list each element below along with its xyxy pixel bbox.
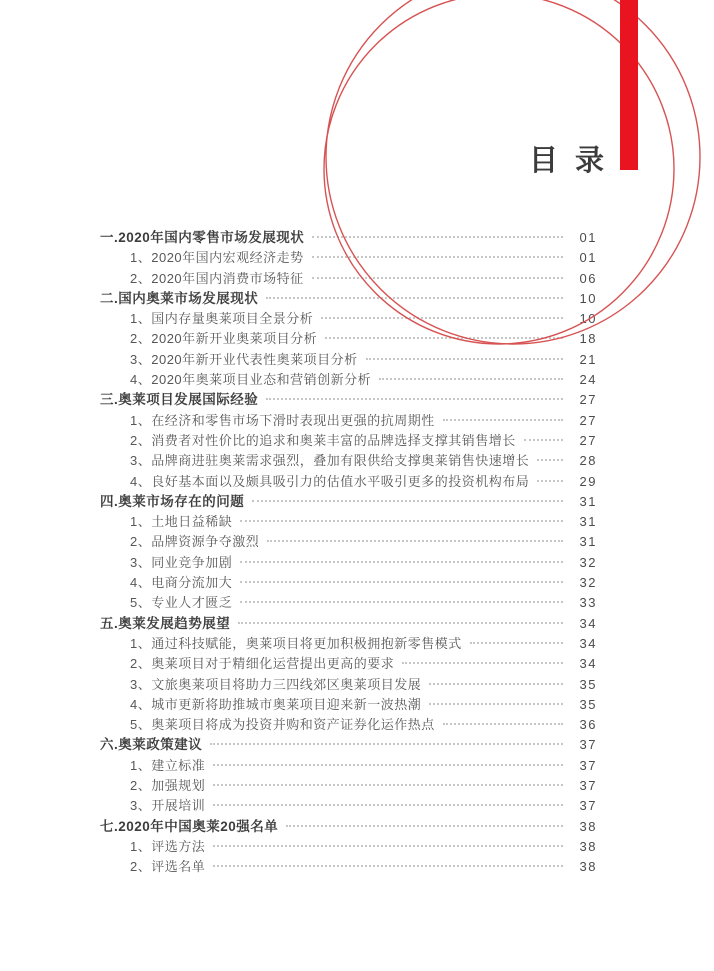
toc-leader-dots	[213, 845, 563, 847]
toc-leader-dots	[266, 297, 563, 299]
toc-row	[100, 269, 597, 289]
toc-leader-dots	[213, 865, 563, 867]
toc-page-number: 01	[579, 250, 597, 266]
toc-leader-dots	[267, 540, 563, 542]
toc-page-number: 32	[579, 554, 597, 570]
toc-page-number: 31	[579, 534, 597, 550]
toc-page-number: 24	[579, 372, 597, 388]
toc-row	[100, 512, 597, 532]
toc-page-number: 27	[579, 412, 597, 428]
toc-entry-label: 六.奥莱政策建议	[100, 737, 203, 753]
toc-leader-dots	[240, 601, 563, 603]
toc-row	[100, 695, 597, 715]
toc-page-number: 38	[579, 859, 597, 875]
toc-leader-dots	[429, 683, 563, 685]
toc-row	[100, 228, 597, 248]
toc-row	[100, 553, 597, 573]
toc-page-number: 33	[579, 595, 597, 611]
toc-entry-label: 3、2020年新开业代表性奥莱项目分析	[130, 351, 358, 367]
toc-leader-dots	[312, 277, 563, 279]
toc-entry-label: 二.国内奥莱市场发展现状	[100, 290, 259, 306]
toc-leader-dots	[443, 723, 563, 725]
toc-leader-dots	[537, 480, 563, 482]
toc-page-number: 38	[579, 838, 597, 854]
toc-entry-label: 5、奥莱项目将成为投资并购和资产证券化运作热点	[130, 717, 435, 733]
toc-leader-dots	[240, 561, 563, 563]
toc-leader-dots	[266, 398, 563, 400]
toc-leader-dots	[366, 358, 563, 360]
toc-entry-label: 七.2020年中国奥莱20强名单	[100, 818, 279, 834]
toc-page-number: 31	[579, 514, 597, 530]
toc-row	[100, 411, 597, 431]
page-title: 目 录	[529, 145, 606, 177]
toc-page-number: 27	[579, 392, 597, 408]
toc-leader-dots	[325, 337, 563, 339]
toc-entry-label: 2、2020年国内消费市场特征	[130, 270, 304, 286]
toc-row	[100, 350, 597, 370]
toc-entry-label: 5、专业人才匮乏	[130, 595, 233, 611]
toc-page-number: 21	[579, 351, 597, 367]
toc-page-number: 36	[579, 717, 597, 733]
toc-leader-dots	[238, 622, 563, 624]
toc-row	[100, 796, 597, 816]
toc-leader-dots	[537, 459, 563, 461]
toc-page-number: 27	[579, 432, 597, 448]
toc-leader-dots	[312, 256, 563, 258]
toc-entry-label: 4、良好基本面以及颇具吸引力的估值水平吸引更多的投资机构布局	[130, 473, 530, 489]
toc-row	[100, 675, 597, 695]
toc-row	[100, 451, 597, 471]
toc-entry-label: 1、土地日益稀缺	[130, 514, 233, 530]
toc-page-number: 34	[579, 615, 597, 631]
toc-row	[100, 370, 597, 390]
toc-entry-label: 三.奥莱项目发展国际经验	[100, 392, 259, 408]
toc-entry-label: 2、奥莱项目对于精细化运营提出更高的要求	[130, 656, 395, 672]
toc-entry-label: 3、同业竞争加剧	[130, 554, 233, 570]
toc-page-number: 06	[579, 270, 597, 286]
toc-row	[100, 309, 597, 329]
toc-row	[100, 614, 597, 634]
toc-leader-dots	[470, 642, 563, 644]
toc-row	[100, 756, 597, 776]
toc-leader-dots	[443, 419, 563, 421]
toc-leader-dots	[312, 236, 563, 238]
toc-entry-label: 五.奥莱发展趋势展望	[100, 615, 231, 631]
toc-entry-label: 3、开展培训	[130, 798, 206, 814]
toc-entry-label: 4、电商分流加大	[130, 575, 233, 591]
toc-entry-label: 4、城市更新将助推城市奥莱项目迎来新一波热潮	[130, 696, 422, 712]
toc-row	[100, 715, 597, 735]
toc-row	[100, 329, 597, 349]
toc-row	[100, 654, 597, 674]
toc-entry-label: 2、加强规划	[130, 778, 206, 794]
toc-entry-label: 1、在经济和零售市场下滑时表现出更强的抗周期性	[130, 412, 435, 428]
toc-entry-label: 1、2020年国内宏观经济走势	[130, 250, 304, 266]
toc-entry-label: 1、通过科技赋能，奥莱项目将更加积极拥抱新零售模式	[130, 635, 462, 651]
toc-page-number: 28	[579, 453, 597, 469]
toc-page-number: 37	[579, 778, 597, 794]
toc-entry-label: 1、建立标准	[130, 757, 206, 773]
toc-entry-label: 2、品牌资源争夺激烈	[130, 534, 260, 550]
toc-page-number: 35	[579, 676, 597, 692]
toc-entry-label: 4、2020年奥莱项目业态和营销创新分析	[130, 372, 372, 388]
toc-page-number: 38	[579, 818, 597, 834]
toc-leader-dots	[240, 520, 563, 522]
toc-leader-dots	[524, 439, 563, 441]
toc-entry-label: 1、评选方法	[130, 838, 206, 854]
toc-entry-label: 3、品牌商进驻奥莱需求强烈，叠加有限供给支撑奥莱销售快速增长	[130, 453, 530, 469]
toc-leader-dots	[240, 581, 563, 583]
toc-page-number: 10	[579, 311, 597, 327]
toc-row	[100, 634, 597, 654]
toc-entry-label: 3、文旅奥莱项目将助力三四线郊区奥莱项目发展	[130, 676, 422, 692]
toc-page-number: 37	[579, 757, 597, 773]
toc-page-number: 10	[579, 290, 597, 306]
toc-page-number: 29	[579, 473, 597, 489]
toc-entry-label: 1、国内存量奥莱项目全景分析	[130, 311, 314, 327]
toc-leader-dots	[210, 743, 563, 745]
toc-row	[100, 573, 597, 593]
toc-leader-dots	[402, 662, 563, 664]
toc-leader-dots	[429, 703, 563, 705]
toc-page-number: 34	[579, 635, 597, 651]
toc-page-number: 32	[579, 575, 597, 591]
toc-row	[100, 431, 597, 451]
toc-row	[100, 390, 597, 410]
toc-page-number: 18	[579, 331, 597, 347]
toc-page-number: 37	[579, 798, 597, 814]
accent-bar	[620, 0, 638, 170]
toc-leader-dots	[286, 825, 563, 827]
toc-entry-label: 四.奥莱市场存在的问题	[100, 493, 245, 509]
toc-page-number: 01	[579, 230, 597, 245]
toc-row	[100, 837, 597, 857]
toc-entry-label: 一.2020年国内零售市场发展现状	[100, 230, 305, 245]
toc-row	[100, 289, 597, 309]
toc-entry-label: 2、评选名单	[130, 859, 206, 875]
toc-leader-dots	[252, 500, 563, 502]
toc-page-number: 37	[579, 737, 597, 753]
toc-page-number: 34	[579, 656, 597, 672]
toc-entry-label: 2、2020年新开业奥莱项目分析	[130, 331, 318, 347]
toc-row	[100, 593, 597, 613]
toc-row	[100, 472, 597, 492]
toc-entry-label: 2、消费者对性价比的追求和奥莱丰富的品牌选择支撑其销售增长	[130, 432, 516, 448]
toc-row	[100, 776, 597, 796]
toc-page-number: 35	[579, 696, 597, 712]
toc-row	[100, 735, 597, 755]
toc-row	[100, 817, 597, 837]
toc-row	[100, 492, 597, 512]
toc-list	[100, 228, 597, 878]
toc-leader-dots	[379, 378, 563, 380]
toc-leader-dots	[213, 784, 563, 786]
toc-page-number: 31	[579, 493, 597, 509]
toc-row	[100, 857, 597, 877]
toc-leader-dots	[213, 804, 563, 806]
toc-row	[100, 248, 597, 268]
toc-row	[100, 532, 597, 552]
toc-leader-dots	[213, 764, 563, 766]
toc-leader-dots	[321, 317, 563, 319]
